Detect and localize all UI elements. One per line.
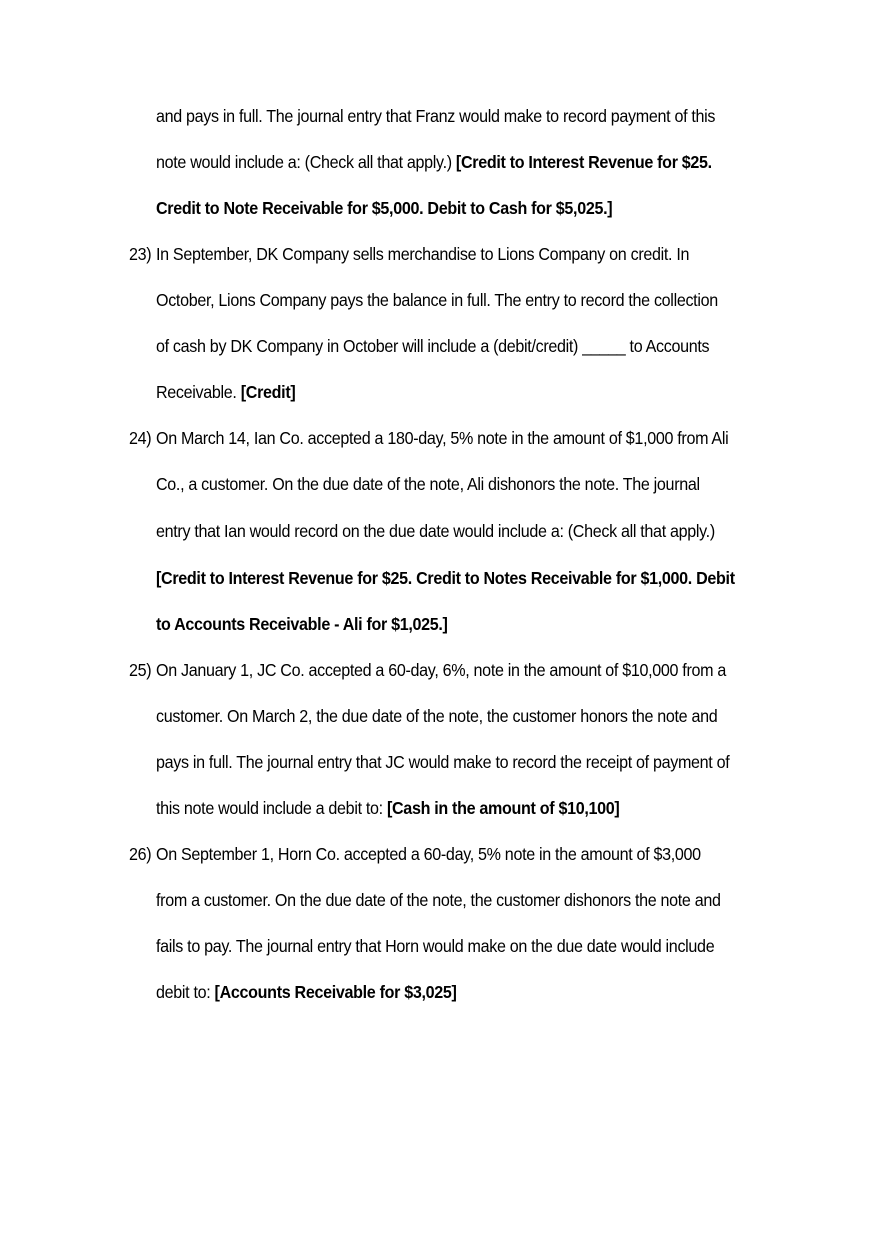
text-line (156, 567, 735, 589)
answer-text: [Credit to Interest Revenue for $25. Credit to Notes Receivable for $1,000. Debit (156, 568, 735, 588)
text-line (156, 613, 448, 635)
question-text: October, Lions Company pays the balance in full. The entry to record the collection (156, 290, 718, 310)
answer-text: to Accounts Receivable - Ali for $1,025.] (156, 614, 448, 634)
text-line (156, 105, 715, 127)
text-line (156, 981, 457, 1003)
question-text: Co., a customer. On the due date of the note, Ali dishonors the note. The journal (156, 474, 700, 494)
question-text: Receivable. (156, 382, 241, 402)
text-line (156, 335, 709, 357)
question-text: note would include a: (Check all that apply.) (156, 152, 456, 172)
text-line (156, 289, 718, 311)
question-text: of cash by DK Company in October will include a (debit/credit) _____ to Accounts (156, 336, 710, 356)
text-line (156, 520, 715, 542)
text-line (156, 705, 717, 727)
question-text: On January 1, JC Co. accepted a 60-day, 6%, note in the amount of $10,000 from a (156, 660, 726, 680)
question-text: On March 14, Ian Co. accepted a 180-day, 5% note in the amount of $1,000 from Ali (156, 428, 729, 448)
text-line (156, 427, 728, 449)
question-number: 24) (129, 428, 152, 448)
text-line (156, 751, 729, 773)
answer-text: [Credit] (240, 382, 296, 402)
text-line (156, 197, 612, 219)
text-line (156, 889, 721, 911)
question-text: from a customer. On the due date of the note, the customer dishonors the note and (156, 890, 721, 910)
question-text: entry that Ian would record on the due date would include a: (Check all that apply.) (156, 521, 715, 541)
answer-text: [Credit to Interest Revenue for $25. (455, 152, 712, 172)
text-line (156, 797, 619, 819)
text-line (156, 381, 295, 403)
question-number: 23) (129, 244, 152, 264)
question-number: 26) (129, 844, 152, 864)
question-text: pays in full. The journal entry that JC would make to record the receipt of payment of (156, 752, 730, 772)
answer-text: Credit to Note Receivable for $5,000. Debit to Cash for $5,025.] (156, 198, 613, 218)
question-text: In September, DK Company sells merchandise to Lions Company on credit. In (156, 244, 690, 264)
question-text: and pays in full. The journal entry that Franz would make to record payment of this (156, 106, 716, 126)
question-text: debit to: (156, 982, 215, 1002)
text-line (156, 151, 712, 173)
text-line (156, 843, 701, 865)
question-text: this note would include a debit to: (156, 798, 387, 818)
text-line (156, 935, 714, 957)
answer-text: [Accounts Receivable for $3,025] (214, 982, 457, 1002)
question-number: 25) (129, 660, 152, 680)
question-text: fails to pay. The journal entry that Horn would make on the due date would include (156, 936, 715, 956)
text-line (156, 243, 689, 265)
answer-text: [Cash in the amount of $10,100] (386, 798, 620, 818)
question-text: customer. On March 2, the due date of the note, the customer honors the note and (156, 706, 718, 726)
text-line (156, 473, 700, 495)
question-text: On September 1, Horn Co. accepted a 60-day, 5% note in the amount of $3,000 (156, 844, 701, 864)
text-line (156, 659, 726, 681)
